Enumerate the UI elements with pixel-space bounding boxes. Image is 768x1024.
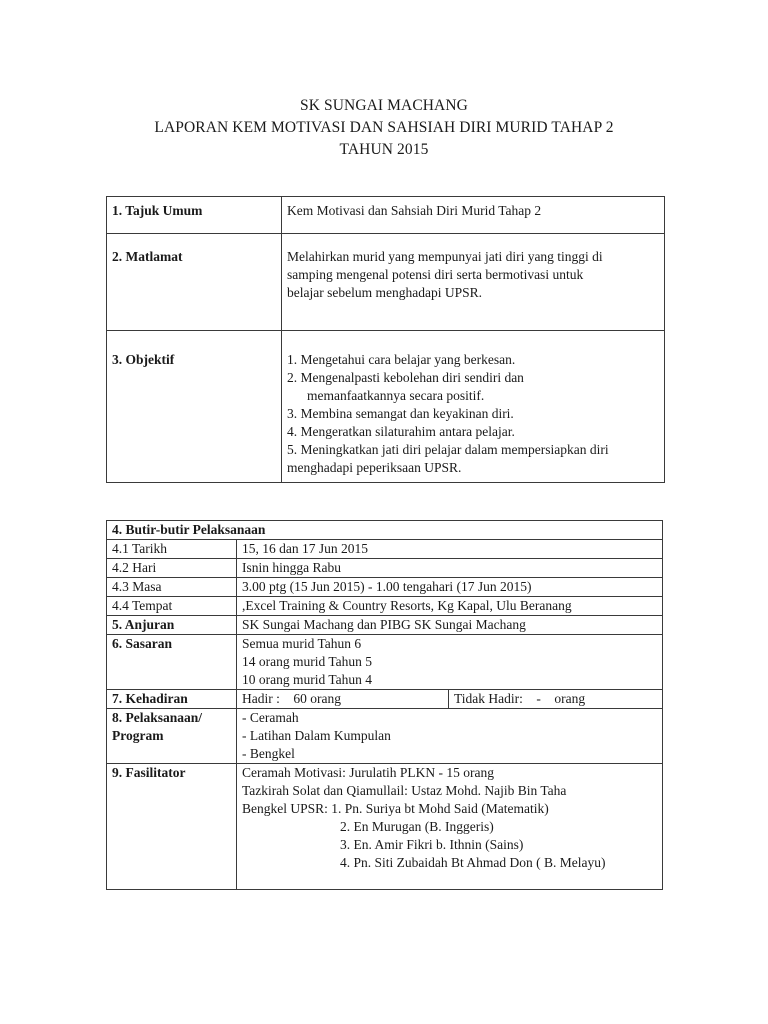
table-row — [107, 331, 665, 483]
hari-label: 4.2 Hari — [107, 559, 237, 578]
table-row — [107, 540, 663, 559]
objektif-line: 3. Membina semangat dan keyakinan diri. — [287, 406, 514, 421]
kehadiran-label: 7. Kehadiran — [107, 690, 237, 709]
table-row — [107, 616, 663, 635]
fasilitator-line: 2. En Murugan (B. Inggeris) — [340, 819, 494, 834]
report-title: LAPORAN KEM MOTIVASI DAN SAHSIAH DIRI MURID TAHAP 2 — [154, 119, 614, 136]
tarikh-value: 15, 16 dan 17 Jun 2015 — [237, 540, 663, 559]
details-table — [106, 520, 663, 890]
anjuran-label: 5. Anjuran — [107, 616, 237, 635]
fasilitator-line: 3. En. Amir Fikri b. Ithnin (Sains) — [340, 837, 524, 852]
document-header — [0, 95, 768, 161]
sasaran-line: 10 orang murid Tahun 4 — [242, 672, 373, 687]
sasaran-label: 6. Sasaran — [107, 635, 237, 690]
objektif-line: 1. Mengetahui cara belajar yang berkesan. — [287, 352, 516, 367]
fasilitator-line: 4. Pn. Siti Zubaidah Bt Ahmad Don ( B. Melayu) — [340, 855, 606, 870]
table-row — [107, 764, 663, 890]
table-row — [107, 578, 663, 597]
details-heading: 4. Butir-butir Pelaksanaan — [107, 521, 663, 540]
table-row — [107, 597, 663, 616]
objektif-line: memanfaatkannya secara positif. — [307, 388, 485, 403]
table-row — [107, 635, 663, 690]
fasilitator-line: Tazkirah Solat dan Qiamullail: Ustaz Mohd. Najib Bin Taha — [242, 783, 567, 798]
pelaksanaan-label — [107, 709, 237, 764]
objektif-line: menghadapi peperiksaan UPSR. — [287, 460, 462, 475]
table-row — [107, 234, 665, 331]
report-year: TAHUN 2015 — [339, 141, 429, 158]
matlamat-line: Melahirkan murid yang mempunyai jati diri yang tinggi di — [287, 249, 603, 264]
masa-value: 3.00 ptg (15 Jun 2015) - 1.00 tengahari (17 Jun 2015) — [237, 578, 663, 597]
objektif-label: 3. Objektif — [107, 331, 282, 483]
objektif-value — [282, 331, 665, 483]
hadir-value: Hadir : 60 orang — [237, 690, 449, 709]
table-row — [107, 197, 665, 234]
matlamat-line: samping mengenal potensi diri serta bermotivasi untuk — [287, 267, 584, 282]
pelaksanaan-label-line: Program — [112, 728, 164, 743]
tempat-value: ,Excel Training & Country Resorts, Kg Kapal, Ulu Beranang — [237, 597, 663, 616]
tidak-hadir-value: Tidak Hadir: - orang — [449, 690, 663, 709]
objektif-line: 5. Meningkatkan jati diri pelajar dalam mempersiapkan diri — [287, 442, 609, 457]
summary-table — [106, 196, 665, 483]
table-row — [107, 709, 663, 764]
tempat-label: 4.4 Tempat — [107, 597, 237, 616]
table-row — [107, 559, 663, 578]
pelaksanaan-line: - Latihan Dalam Kumpulan — [242, 728, 391, 743]
tajuk-value: Kem Motivasi dan Sahsiah Diri Murid Tahap 2 — [282, 197, 665, 234]
pelaksanaan-value — [237, 709, 663, 764]
tarikh-label: 4.1 Tarikh — [107, 540, 237, 559]
table-row — [107, 521, 663, 540]
fasilitator-line: Bengkel UPSR: 1. Pn. Suriya bt Mohd Said (Matematik) — [242, 801, 549, 816]
table-row — [107, 690, 663, 709]
anjuran-value: SK Sungai Machang dan PIBG SK Sungai Machang — [237, 616, 663, 635]
sasaran-line: 14 orang murid Tahun 5 — [242, 654, 373, 669]
fasilitator-label: 9. Fasilitator — [107, 764, 237, 890]
matlamat-label: 2. Matlamat — [107, 234, 282, 331]
objektif-line: 4. Mengeratkan silaturahim antara pelajar. — [287, 424, 515, 439]
hari-value: Isnin hingga Rabu — [237, 559, 663, 578]
matlamat-value — [282, 234, 665, 331]
sasaran-value — [237, 635, 663, 690]
fasilitator-value — [237, 764, 663, 890]
school-name: SK SUNGAI MACHANG — [300, 97, 468, 114]
objektif-line: 2. Mengenalpasti kebolehan diri sendiri dan — [287, 370, 524, 385]
pelaksanaan-label-line: 8. Pelaksanaan/ — [112, 710, 203, 725]
tajuk-label: 1. Tajuk Umum — [107, 197, 282, 234]
pelaksanaan-line: - Bengkel — [242, 746, 295, 761]
pelaksanaan-line: - Ceramah — [242, 710, 299, 725]
fasilitator-line: Ceramah Motivasi: Jurulatih PLKN - 15 orang — [242, 765, 494, 780]
masa-label: 4.3 Masa — [107, 578, 237, 597]
sasaran-line: Semua murid Tahun 6 — [242, 636, 362, 651]
matlamat-line: belajar sebelum menghadapi UPSR. — [287, 285, 482, 300]
